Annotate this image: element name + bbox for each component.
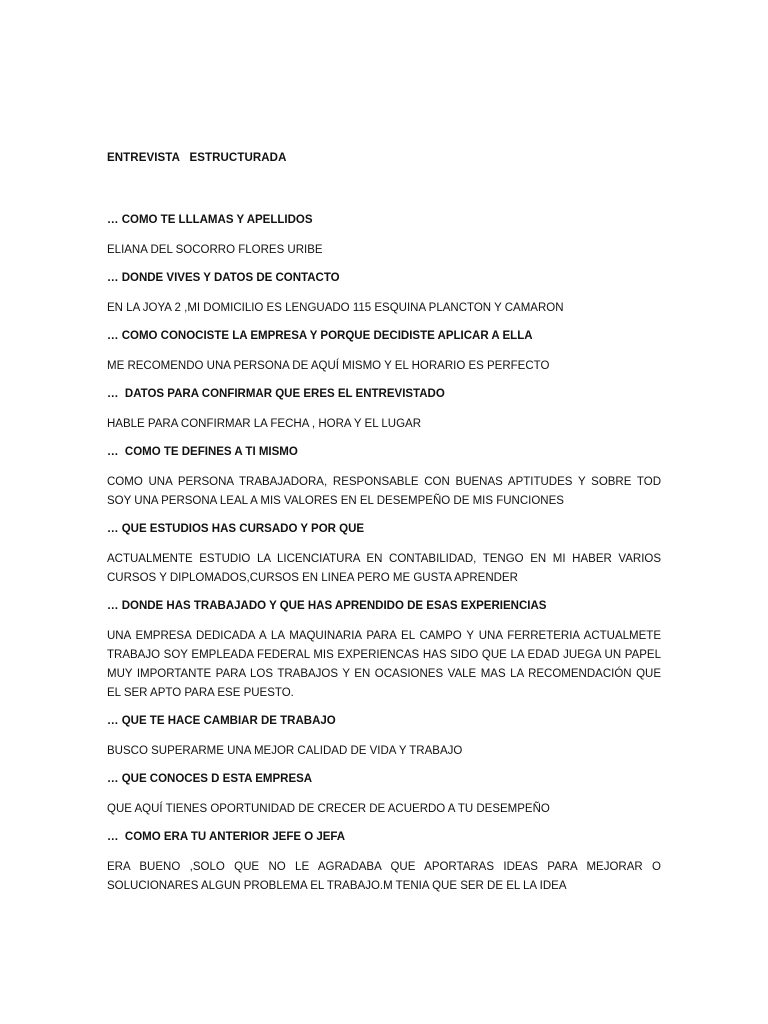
qa-item	[107, 444, 661, 511]
question-text: … DONDE VIVES Y DATOS DE CONTACTO	[107, 272, 340, 284]
answer-text: QUE AQUÍ TIENES OPORTUNIDAD DE CRECER DE ACUERDO A TU DESEMPEÑO	[107, 803, 550, 815]
question-text: … QUE ESTUDIOS HAS CURSADO Y POR QUE	[107, 523, 365, 535]
question-text: … QUE TE HACE CAMBIAR DE TRABAJO	[107, 715, 336, 727]
qa-item	[107, 328, 661, 376]
document-title: ENTREVISTA ESTRUCTURADA	[107, 152, 287, 164]
question-text: … COMO ERA TU ANTERIOR JEFE O JEFA	[107, 831, 346, 843]
qa-item	[107, 521, 661, 588]
answer-text: ME RECOMENDO UNA PERSONA DE AQUÍ MISMO Y EL HORARIO ES PERFECTO	[107, 360, 550, 372]
question-text: … COMO TE LLLAMAS Y APELLIDOS	[107, 214, 313, 226]
question-text: … COMO CONOCISTE LA EMPRESA Y PORQUE DECIDISTE APLICAR A ELLA	[107, 330, 533, 342]
qa-item	[107, 598, 661, 703]
qa-item	[107, 713, 661, 761]
qa-item	[107, 771, 661, 819]
answer-text: ELIANA DEL SOCORRO FLORES URIBE	[107, 244, 323, 256]
answer-text: COMO UNA PERSONA TRABAJADORA, RESPONSABLE CON BUENAS APTITUDES Y SOBRE TOD SOY UNA PERSONA LEAL A MIS VALORES EN EL DESEMPEÑO DE MIS FUNCIONES	[107, 476, 661, 507]
qa-item	[107, 829, 661, 896]
qa-item	[107, 212, 661, 260]
qa-item	[107, 386, 661, 434]
document-body	[107, 150, 661, 906]
answer-text: EN LA JOYA 2 ,MI DOMICILIO ES LENGUADO 115 ESQUINA PLANCTON Y CAMARON	[107, 302, 564, 314]
answer-text: ERA BUENO ,SOLO QUE NO LE AGRADABA QUE APORTARAS IDEAS PARA MEJORAR O SOLUCIONARES ALGUN PROBLEMA EL TRABAJO.M TENIA QUE SER DE EL LA IDEA	[107, 861, 661, 892]
answer-text: BUSCO SUPERARME UNA MEJOR CALIDAD DE VIDA Y TRABAJO	[107, 745, 463, 757]
answer-text: HABLE PARA CONFIRMAR LA FECHA , HORA Y EL LUGAR	[107, 418, 422, 430]
question-text: … DATOS PARA CONFIRMAR QUE ERES EL ENTREVISTADO	[107, 388, 445, 400]
answer-text: ACTUALMENTE ESTUDIO LA LICENCIATURA EN CONTABILIDAD, TENGO EN MI HABER VARIOS CURSOS Y DIPLOMADOS,CURSOS EN LINEA PERO ME GUSTA APRENDER	[107, 553, 661, 584]
question-text: … COMO TE DEFINES A TI MISMO	[107, 446, 298, 458]
answer-text: UNA EMPRESA DEDICADA A LA MAQUINARIA PARA EL CAMPO Y UNA FERRETERIA ACTUALMETE TRABAJO SOY EMPLEADA FEDERAL MIS EXPERIENCAS HAS SIDO QUE LA EDAD JUEGA UN PAPEL MUY IMPORTANTE PARA LOS TRABAJOS Y EN OCASIONES VALE MAS LA RECOMENDACIÓN QUE EL SER APTO PARA ESE PUESTO.	[107, 630, 661, 699]
qa-item	[107, 270, 661, 318]
question-text: … DONDE HAS TRABAJADO Y QUE HAS APRENDIDO DE ESAS EXPERIENCIAS	[107, 600, 547, 612]
question-text: … QUE CONOCES D ESTA EMPRESA	[107, 773, 313, 785]
